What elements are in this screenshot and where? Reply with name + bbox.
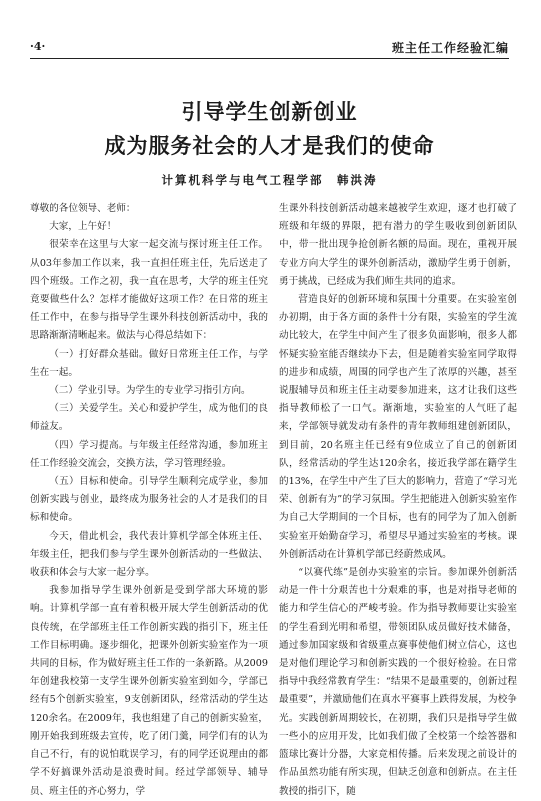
- article-title: [30, 95, 509, 163]
- paragraph: （四）学习提高。与年级主任经常沟通，参加班主任工作经验交流会，交换方法，学习管理经验。: [30, 439, 268, 469]
- running-header: [30, 38, 509, 59]
- salutation: 尊敬的各位领导、老师：: [30, 203, 136, 214]
- title-line-1: 引导学生创新创业: [181, 99, 358, 124]
- author-byline: 计算机科学与电气工程学部 韩洪涛: [161, 173, 378, 187]
- title-line-2: 成为服务社会的人才是我们的使命: [104, 133, 435, 158]
- paragraph: 我参加指导学生课外创新是受到学部大环境的影响。计算机学部一直有着积极开展大学生创新活动的优良传统，在学部班主任工作创新实践的指引下，班主任工作目标明确。逐步细化，把课外创新实验室作为一项共同的目标，作为做好班主任工作的一条新路。从2009年创建我校第一支学生课外创新实验室到如今，学部已经有5个创新实验室，9支创新团队，经常活动的学生达120余名。在2009年，我也组建了自己的创新实验室，刚开始我到班级去宣传，吃了闭门羹，同学们有的认为自己不行，有的说怕耽误学习，有的同学还说理由的都学不好搞课外活动是浪费时间。经过学部领导、辅导员、班主任的齐心努力，学: [30, 585, 268, 797]
- paragraph: 生课外科技创新活动越来越被学生欢迎，逐才也打破了班级和年级的界限，把有潜力的学生吸收到创新团队中，带一批出现争抢创新名额的局面。现在，重视开展专业方向大学生的课外创新活动，激励学生勇于创新，勇于挑战，已经成为我们师生共同的追求。: [279, 203, 517, 287]
- paragraph: 很荣幸在这里与大家一起交流与探讨班主任工作。从03年参加工作以来，我一直担任班主任，先后送走了四个班级。工作之初，我一直在思考，大学的班主任究竟要做些什么？怎样才能做好这项工作？在日常的班主任工作中，在参与指导学生课外科技创新活动中，我的思路渐渐清晰起来。做法与心得总结如下：: [30, 239, 268, 342]
- greeting: 大家，上午好！: [49, 221, 117, 233]
- page-number: ·4·: [30, 40, 46, 53]
- paragraph: （二）学业引导。为学生的专业学习指引方向。: [49, 385, 251, 397]
- paragraph: （三）关爱学生。关心和爱护学生，成为他们的良师益友。: [30, 403, 268, 433]
- paragraph: （五）目标和使命。引导学生顺利完成学业，参加创新实践与创业，最终成为服务社会的人才是我们的目标和使命。: [30, 476, 268, 524]
- left-column: [30, 200, 268, 797]
- running-title: 班主任工作经验汇编: [391, 41, 509, 55]
- paragraph: （一）打好群众基础。做好日常班主任工作，与学生在一起。: [30, 348, 268, 378]
- paragraph: 今天，借此机会，我代表计算机学部全体班主任、年级主任，把我们参与学生课外创新活动的一些做法、收获和体会与大家一起分享。: [30, 530, 268, 579]
- paragraph: 营造良好的创新环境和氛围十分重要。在实验室创办初期，由于各方面的条件十分有限，实验室的学生流动比较大，在学生中间产生了很多负面影响，很多人都怀疑实验室能否继续办下去，但是随着实验室同学取得的进步和成绩，周围的同学也产生了浓厚的兴趣，甚至说服辅导员和班主任主动要参加进来，这才让我们这些指导教师松了一口气。渐渐地，实验室的人气旺了起来，学部领导就发动有条件的青年教师组建创新团队，到目前，20名班主任已经有9位成立了自己的创新团队，经常活动的学生达120余名，接近我学部在籍学生的13%，在学生中产生了巨大的影响力，营造了“学习光荣、创新有为”的学习氛围。学生把能进入创新实验室作为自己大学期间的一个目标，也有的同学为了加入创新实验室开始勤奋学习，希望尽早通过实验室的考核。课外创新活动在计算机学部已经蔚然成风。: [279, 294, 517, 560]
- paragraph: “以赛代练”是创办实验室的宗旨。参加课外创新活动是一件十分艰苦也十分艰难的事，也是对指导老师的能力和学生信心的严峻考验。作为指导教师要让实验室的学生看到光明和希望，带领团队成员做好技术储备，通过参加国家级和省级重点赛事使他们树立信心，这也是对他们理论学习和创新实践的一个很好检验。在日常指导中我经常教育学生：“结果不是最重要的，创新过程最重要”，并激励他们在真水平赛事上跌得发展，为校争光。实践创新周期较长，在初期，我们只是指导学生做一些小的应用开发，比如我们做了全校第一个绘答器和篮球比赛计分器，大家竞相传播。后来发现之前设计的作品虽然功能有所实现，但缺乏创意和创新点。在主任教授的指引下，随: [279, 567, 517, 797]
- right-column: [279, 200, 517, 797]
